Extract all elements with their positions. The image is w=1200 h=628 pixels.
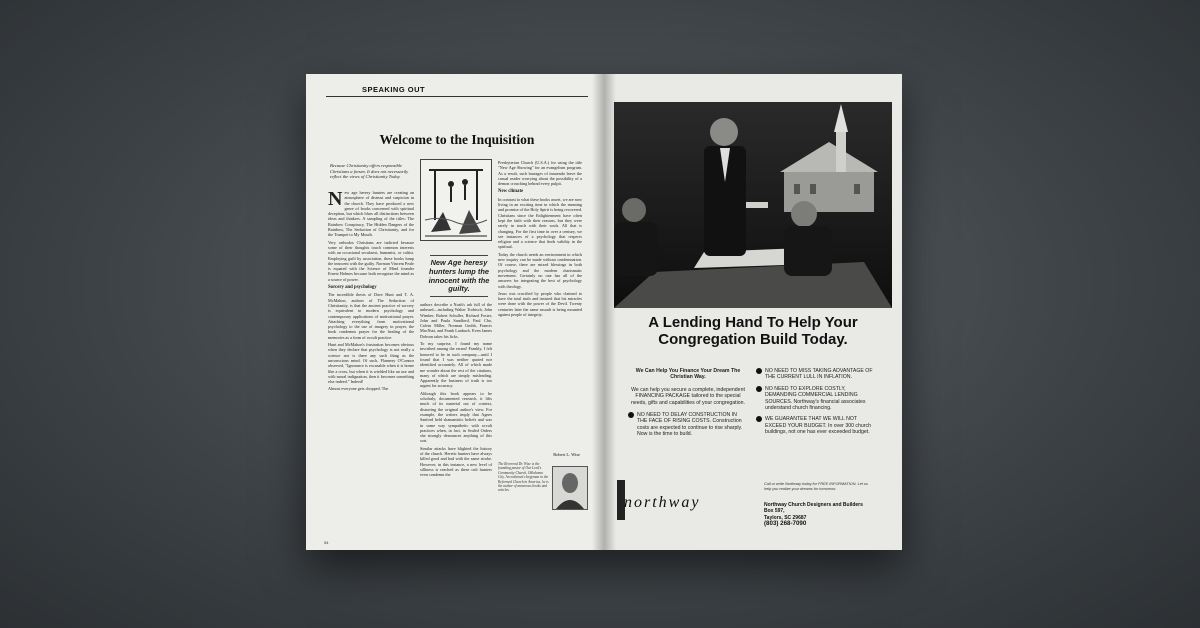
paragraph: authors describe a Noah's ark full of the unheard—including Walter Trobisch, John Wimber, Robert Schuller, Richard Foster, John and Paula Sandford, Paul Cho, Calvin Miller, Norman Grubb, Francis MacNutt, and Frank Laubach. Even James Dobson takes his licks. — [420, 302, 492, 339]
article-title: Welcome to the Inquisition — [379, 132, 535, 147]
paragraph: Presbyterian Church (U.S.A.) for using the title "New Age Showing" for an evangelism program. As a result, such barrages of innuendo leave the casual reader worrying about the possibility of a demon crouching behind every pulpit. — [498, 160, 582, 187]
paragraph: Although this book appears to be scholarly, documented research, it lifts much of its material out of context, distorting the original author's view. For example, the writers imply that Agnes Sanford held shamanistic beliefs and was in some way sympathetic with occult practices when, in fact, in Sealed Orders she strongly denounces anything of this sort. — [420, 390, 492, 444]
pull-quote-rule-top — [430, 255, 488, 256]
left-page — [306, 74, 604, 550]
call-to-action: Call or write Northway today for FREE INFORMATION. Let us help you realize your dreams for tomorrow. — [764, 482, 868, 491]
page-number: 54 — [324, 540, 329, 545]
spine-shadow — [592, 74, 616, 550]
author-byline: Robert L. Wise — [553, 452, 580, 457]
column-3 — [498, 160, 582, 450]
company-address — [764, 502, 863, 528]
company-box: Box 597, — [764, 508, 785, 515]
paragraph: Very orthodox Christians are indicted because some of their thoughts touch common interests with an occasional secularist, humanist, or cultist. Employing guilt by association, these books lump the innocent with the guilty. Norman Vincent Peale is equated with the Science of Mind founder Ernest Holmes because both recognize the mind as a source of power. — [328, 239, 414, 282]
magazine-spread — [306, 74, 902, 550]
drop-cap: N — [328, 190, 343, 210]
ad-right-column — [756, 368, 878, 441]
paragraph: Hunt and McMahon's frustration becomes obvious when they declare that psychology is not really a science nor is there any such thing as the unconscious mind. Of such, Flannery O'Connor observed, "Ignorance is excusable when it is borne like a cross, but when it is wielded like an axe and with moral indignation, then it becomes something else indeed." Indeed! — [328, 342, 414, 385]
author-photo — [552, 466, 588, 510]
kicker-rule — [326, 96, 588, 97]
ad-left-column — [628, 368, 748, 443]
column-2 — [420, 302, 492, 542]
ad-bullet: NO NEED TO EXPLORE COSTLY, DEMANDING COMMERCIAL LENDING SOURCES. Northway's financial associates understand church financing. — [756, 386, 878, 412]
bullet-dot-icon — [756, 368, 762, 374]
paragraph: New age heresy hunters are creating an atmosphere of distrust and suspicion in the church. They have produced a new genre of books concerned with spiritual deception, but which blurs all distinctions between ideas and thinkers. A sampling of the titles: The Rainbow Conspiracy, The Hidden Dangers of the Rainbow, The Seduction of Christianity, and for the Trumpet to My Mouth. — [328, 190, 414, 238]
company-phone: (803) 268-7090 — [764, 520, 807, 528]
ad-subhead: We Can Help You Finance Your Dream The Christian Way. — [635, 368, 741, 381]
company-name: Northway Church Designers and Builders — [764, 502, 863, 508]
woodcut-illustration — [420, 159, 492, 241]
ad-bullet: NO NEED TO MISS TAKING ADVANTAGE OF THE CURRENT LULL IN INFLATION. — [756, 368, 878, 381]
pull-quote: New Age heresy hunters lump the innocent with the guilty. — [428, 258, 490, 294]
ad-bullet: NO NEED TO DELAY CONSTRUCTION IN THE FACE OF RISING COSTS. Construction costs are expected to continue to rise sharply. Now is the time to build. — [628, 412, 748, 438]
paragraph: Today the church needs an environment in which new inquiry can be made without condemnation. Of course, there are mixed blessings in both psychology and the modern charismatic movement. Certainly no one has all of the answers for integrating the best of psychology with theology. — [498, 251, 582, 289]
ad-headline: A Lending Hand To Help Your Congregation Build Today. — [648, 314, 858, 348]
bullet-dot-icon — [756, 386, 762, 392]
advertisement-photo — [614, 102, 892, 308]
paragraph: To my surprise, I found my name inscribed among the errant! Frankly, I felt honored to be in such company—until I found that I was neither quoted nor identified accurately. All of which made me wonder about the rest of the citations, many of which are simply misleading. Apparently the business of truth is too urgent for accuracy. — [420, 341, 492, 389]
pull-quote-rule-bottom — [430, 296, 488, 297]
author-bio: The Reverend Dr. Wise is the founding pastor of Our Lord's Community Church, Oklahoma City. An ordained clergyman in the Reformed Church in America, he is the author of numerous books and articles. — [498, 462, 549, 493]
article-dek: Because Christianity offers responsible Christians a forum. It does not necessarily reflect the views of Christianity Today. — [330, 163, 409, 180]
ad-bullet: WE GUARANTEE THAT WE WILL NOT EXCEED YOUR BUDGET. In over 300 church buildings, not one has ever exceeded budget. — [756, 416, 878, 435]
paragraph: The incredible thesis of Dave Hunt and T. A. McMahon, authors of The Seduction of Christianity, is that the ancient practice of sorcery is equivalent to modern psychology and contemporary applications of motivational prayer. Attacking everything from motivational psychology to the use of imagery in prayer, the book condemns prayer for the healing of the memories as a form of occult practice. — [328, 292, 414, 340]
subheading: New climate — [498, 189, 524, 195]
company-logo: northway — [624, 494, 701, 511]
bullet-dot-icon — [756, 416, 762, 422]
right-page-advertisement — [604, 74, 902, 550]
column-1 — [328, 190, 414, 540]
ad-intro: We can help you secure a complete, independent FINANCING PACKAGE tailored to the special needs, gifts and capabilities of your congregation. — [631, 386, 745, 406]
paragraph: Similar attacks have blighted the history of the church. Heretic hunters have always killed good and bad with the same stroke. However, in this instance, a new level of silliness is reached as these cult hunters even condemn the — [420, 445, 492, 478]
paragraph: Jesus was crucified by people who claimed to have the total truth and insisted that his miracles were done with the power of the Devil. Twenty centuries later the same assault is being mounted against people of integrity. — [498, 290, 582, 318]
paragraph: Almost everyone gets chopped. The — [328, 386, 389, 392]
subheading: Sorcery and psychology — [328, 285, 377, 291]
company-city: Taylors, SC 29687 — [764, 514, 807, 521]
section-kicker: SPEAKING OUT — [362, 85, 426, 94]
paragraph: In contrast to what these books assert, we are now living in an exciting time in which the meaning and promise of the Holy Spirit is being recovered. Christians since the Enlightenment have often kept the faith with their reasons, but they were rarely in touch with their souls. All that is changing. For the first time in over a century, we see instances of a psychology that respects religion and a science that finds validity in the spiritual. — [498, 196, 582, 250]
bullet-dot-icon — [628, 412, 634, 418]
